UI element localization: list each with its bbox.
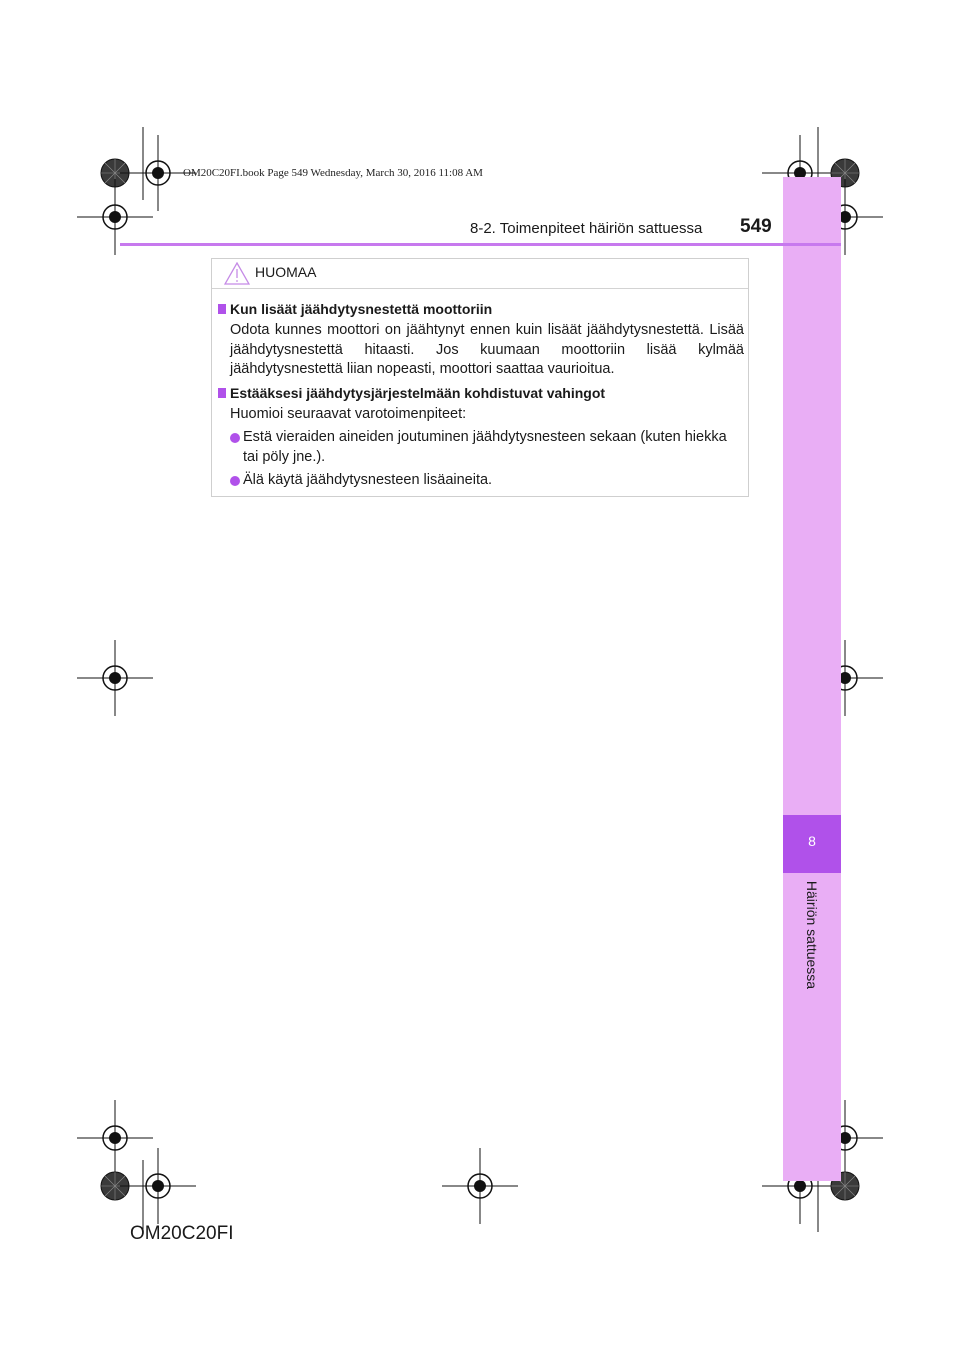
chapter-number: 8 xyxy=(783,815,841,873)
notice-section-text: Odota kunnes moottori on jäähtynyt ennen kuin lisäät jäähdytysnestettä. Lisää jäähdytysnestettä hitaasti. Jos kuumaan moottoriin lisää kylmää jäähdytysnestettä liian nopeasti, moottori saattaa vaurioitua. xyxy=(230,322,744,377)
chapter-title: Häiriön sattuessa xyxy=(804,880,820,990)
heading-text: Estääksesi jäähdytysjärjestelmään kohdistuvat vahingot xyxy=(230,384,606,401)
chapter-side-tab xyxy=(783,177,841,1181)
notice-section-text: Huomioi seuraavat varotoimenpiteet: xyxy=(230,405,467,422)
section-title: 8-2. Toimenpiteet häiriön sattuessa xyxy=(470,220,703,237)
page-number: 549 xyxy=(740,216,772,237)
heading-text: Kun lisäät jäähdytysnestettä moottoriin xyxy=(230,301,493,317)
print-info: OM20C20FI.book Page 549 Wednesday, March 30, 2016 11:08 AM xyxy=(183,167,483,179)
notice-section xyxy=(218,299,744,380)
round-bullet-icon xyxy=(230,476,240,486)
footer-code: OM20C20FI xyxy=(130,1223,234,1244)
notice-section-heading xyxy=(218,383,744,403)
notice-section xyxy=(218,383,744,491)
notice-header xyxy=(212,259,748,289)
notice-box xyxy=(211,258,749,497)
round-bullet-icon xyxy=(230,433,240,443)
square-bullet-icon xyxy=(218,388,226,398)
header-rule xyxy=(120,243,841,246)
list-item-text: Älä käytä jäähdytysnesteen lisäaineita. xyxy=(243,472,493,488)
notice-title: HUOMAA xyxy=(255,264,317,280)
list-item xyxy=(218,428,744,467)
list-item-text: Estä vieraiden aineiden joutuminen jäähdytysnesteen sekaan (kuten hiekka tai pöly jne.). xyxy=(243,429,727,465)
warning-triangle-icon xyxy=(224,262,250,285)
list-item xyxy=(218,471,744,491)
square-bullet-icon xyxy=(218,304,226,314)
notice-section-heading xyxy=(218,299,744,319)
notice-body xyxy=(218,299,744,491)
